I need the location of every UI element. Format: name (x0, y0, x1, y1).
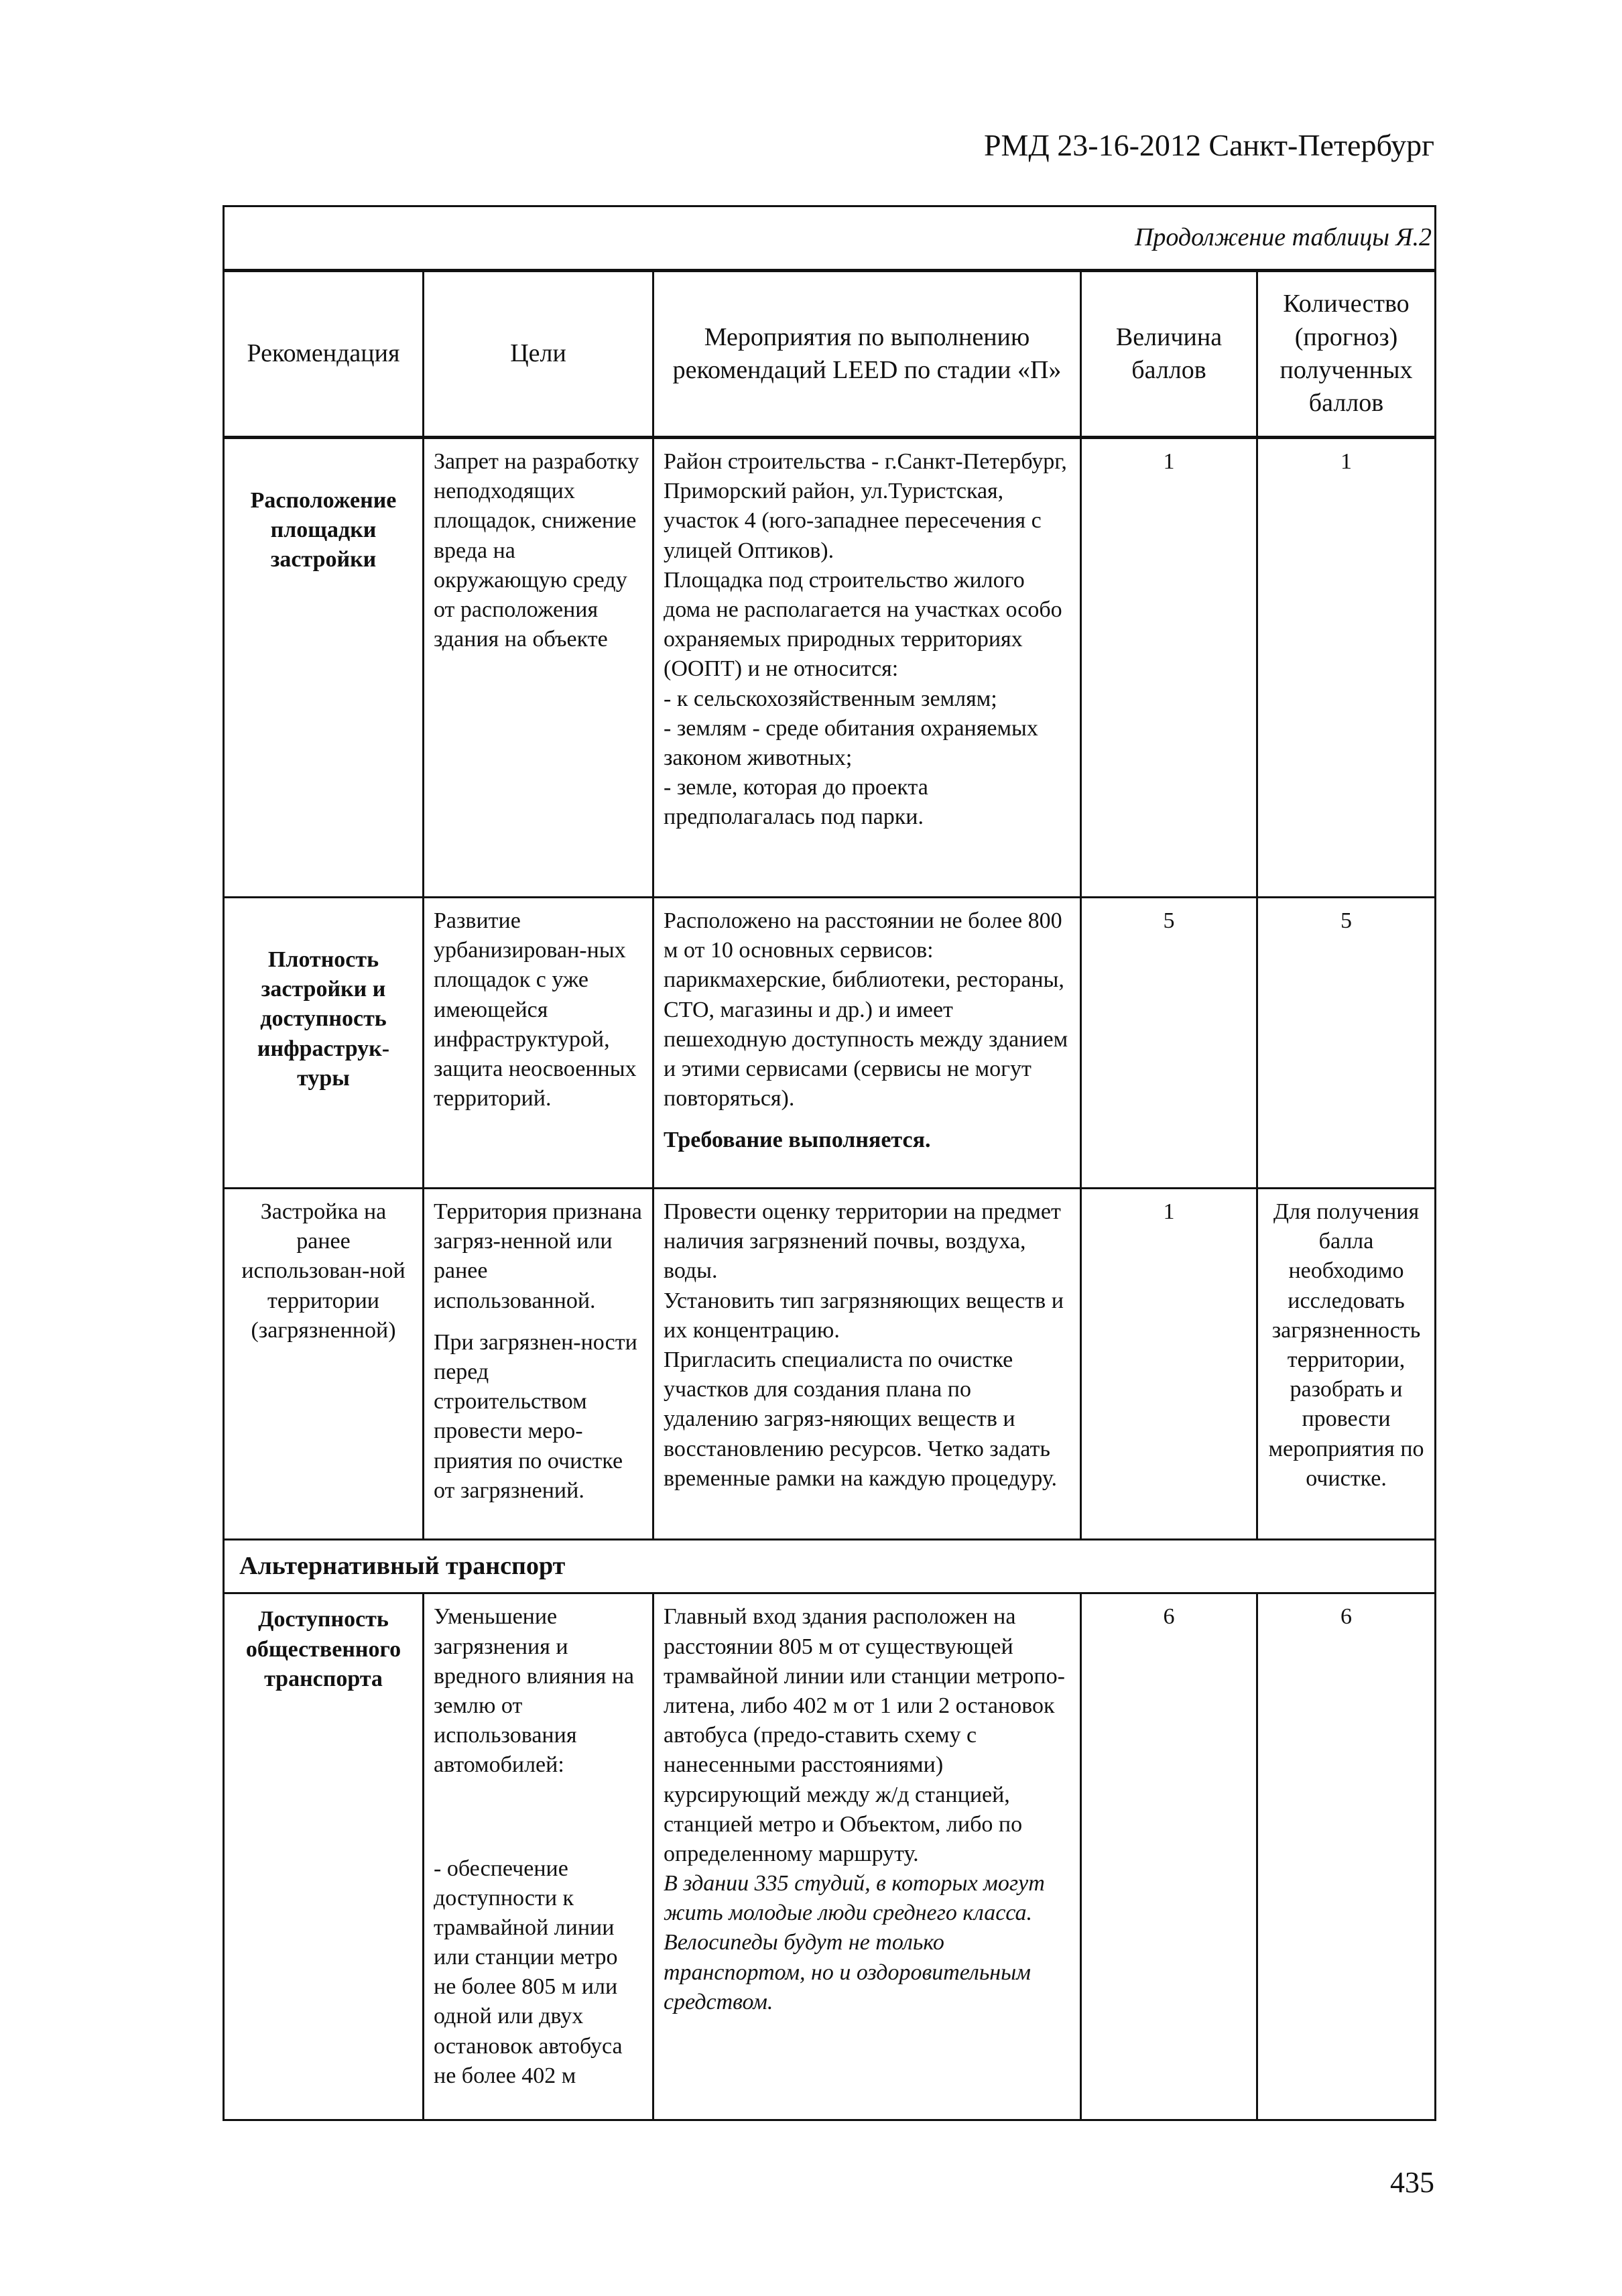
goals-cell (424, 1189, 653, 1540)
column-header-points: Величина баллов (1081, 271, 1257, 438)
forecast-cell: 1 (1257, 438, 1436, 898)
recommendation-cell: Плотность застройки и доступность инфраструк-туры (224, 898, 424, 1189)
table-row (224, 1189, 1436, 1540)
points-cell: 1 (1081, 438, 1257, 898)
goals-cell (424, 1593, 653, 2120)
forecast-cell: Для получения балла необходимо исследовать загрязненность территории, разобрать и провести мероприятия по очистке. (1257, 1189, 1436, 1540)
section-row (224, 1540, 1436, 1593)
goals-extra-text: - обеспечение доступности к трамвайной линии или станции метро не более 805 м или одной или двух остановок автобуса не более 402 м (434, 1856, 623, 2088)
measures-text: Главный вход здания расположен на расстоянии 805 м от существующей трамвайной линии или станции метропо-литена, либо 402 м от 1 или 2 остановок автобуса (предо-ставить схему с нанесенными расстояниями) курсирующий между ж/д станцией, станцией метро и Объектом, либо по определенному маршруту. (664, 1604, 1065, 1866)
recommendation-cell: Застройка на ранее использован-ной территории (загрязненной) (224, 1189, 424, 1540)
recommendation-cell: Расположение площадки застройки (224, 438, 424, 898)
goals-cell: Развитие урбанизирован-ных площадок с уже имеющейся инфраструктурой, защита неосвоенных территорий. (424, 898, 653, 1189)
goals-text: Уменьшение загрязнения и вредного влияния на землю от использования автомобилей: (434, 1604, 635, 1778)
column-header-measures: Мероприятия по выполнению рекомендаций LEED по стадии «П» (653, 271, 1081, 438)
section-title: Альтернативный транспорт (224, 1540, 1436, 1593)
leed-table (223, 205, 1436, 2121)
measures-text: Расположено на расстоянии не более 800 м от 10 основных сервисов: парикмахерские, библиотеки, рестораны, СТО, магазины и др.) и имеет пешеходную доступность между зданием и этими сервисами (сервисы не могут повторяться). (664, 908, 1068, 1111)
points-cell: 5 (1081, 898, 1257, 1189)
recommendation-cell: Доступность общественного транспорта (224, 1593, 424, 2120)
document-header: РМД 23-16-2012 Санкт-Петербург (983, 128, 1434, 162)
measures-note: Требование выполняется. (664, 1128, 931, 1153)
column-header-forecast: Количество (прогноз) полученных баллов (1257, 271, 1436, 438)
table-row (224, 438, 1436, 898)
table-continuation-row (224, 206, 1436, 271)
table-header-row (224, 271, 1436, 438)
column-header-goals: Цели (424, 271, 653, 438)
measures-cell (653, 898, 1081, 1189)
measures-cell: Район строительства - г.Санкт-Петербург, Приморский район, ул.Туристская, участок 4 (юго-западнее пересечения с улицей Оптиков). Площадка под строительство жилого дома не располагается на участках особо охраняемых природных территориях (ООПТ) и не относится: - к сельскохозяйственным землям; - землям - среде обитания охраняемых законом животных; - земле, которая до проекта предполагалась под парки. (653, 438, 1081, 898)
column-header-recommendation: Рекомендация (224, 271, 424, 438)
measures-cell: Провести оценку территории на предмет наличия загрязнений почвы, воздуха, воды. Установить тип загрязняющих веществ и их концентрацию. Пригласить специалиста по очистке участков для создания плана по удалению загряз-няющих веществ и восстановлению ресурсов. Четко задать временные рамки на каждую процедуру. (653, 1189, 1081, 1540)
points-cell: 6 (1081, 1593, 1257, 2120)
points-cell: 1 (1081, 1189, 1257, 1540)
table-continuation-label: Продолжение таблицы Я.2 (224, 206, 1436, 271)
measures-cell (653, 1593, 1081, 2120)
forecast-cell: 6 (1257, 1593, 1436, 2120)
measures-italic-note: В здании 335 студий, в которых могут жить молодые люди среднего класса. Велосипеды будут не только транспортом, но и оздоровительным средством. (664, 1871, 1045, 2014)
goals-text: Территория признана загряз-ненной или ранее использованной. (434, 1199, 642, 1313)
table-row (224, 1593, 1436, 2120)
goals-extra-text: При загрязнен-ности перед строительством провести меро-приятия по очистке от загрязнений. (434, 1329, 637, 1503)
page-number: 435 (1390, 2166, 1434, 2199)
goals-cell: Запрет на разработку неподходящих площадок, снижение вреда на окружающую среду от расположения здания на объекте (424, 438, 653, 898)
table-row (224, 898, 1436, 1189)
forecast-cell: 5 (1257, 898, 1436, 1189)
